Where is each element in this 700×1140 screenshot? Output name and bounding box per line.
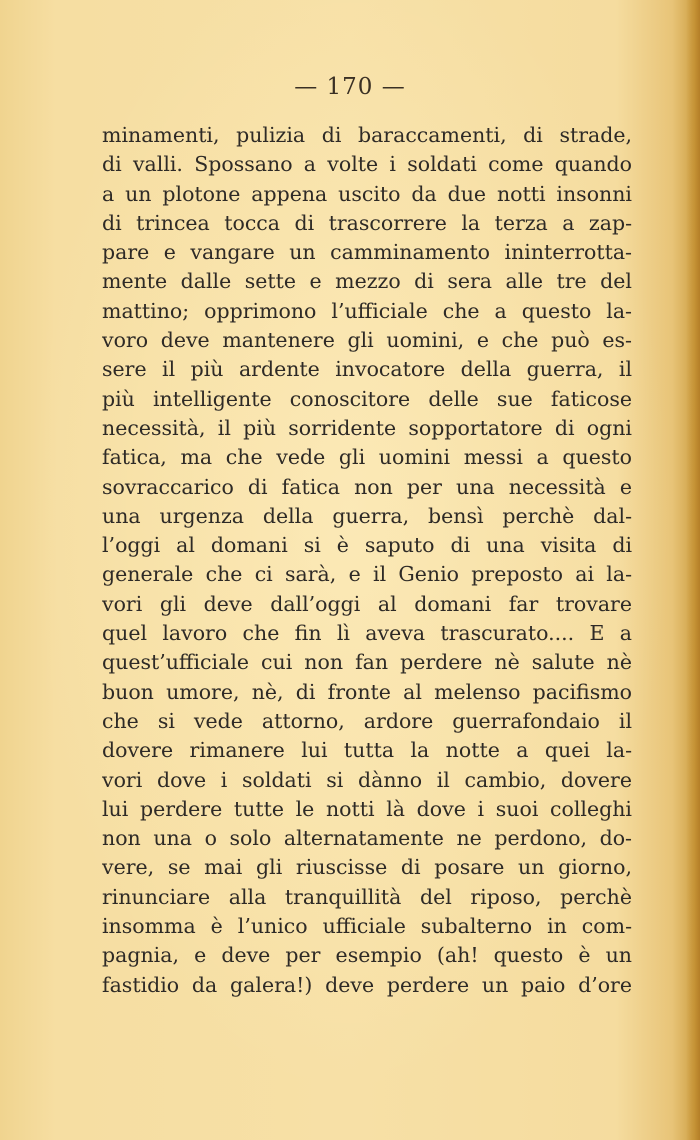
text-line: pagnia, e deve per esempio (ah! questo è un [102,943,632,968]
text-line: non una o solo alternatamente ne perdono, do- [102,826,632,851]
text-line: vori dove i soldati si dànno il cambio, dovere [102,767,632,792]
text-line: fastidio da galera!) deve perdere un paio d’ore [102,972,632,997]
text-line: necessità, il più sorridente sopportatore di ogni [102,415,632,440]
text-line: una urgenza della guerra, bensì perchè dal- [102,503,632,528]
text-line: più intelligente conoscitore delle sue faticose [102,386,632,411]
text-line: quel lavoro che fin lì aveva trascurato.... E a [102,621,632,646]
text-line: lui perdere tutte le notti là dove i suoi colleghi [102,796,632,821]
text-line: sere il più ardente invocatore della guerra, il [102,357,632,382]
body-text [102,121,632,1000]
text-line: rinunciare alla tranquillità del riposo, perchè [102,884,632,909]
text-line: pare e vangare un camminamento ininterrotta- [102,240,632,265]
text-line: buon umore, nè, di fronte al melenso pacifismo [102,679,632,704]
text-line: insomma è l’unico ufficiale subalterno in com- [102,914,632,939]
text-line: che si vede attorno, ardore guerrafondaio il [102,708,632,733]
text-line: fatica, ma che vede gli uomini messi a questo [102,445,632,470]
text-line: di valli. Spossano a volte i soldati come quando [102,152,632,177]
text-line: di trincea tocca di trascorrere la terza a zap- [102,210,632,235]
text-line: sovraccarico di fatica non per una necessità e [102,474,632,499]
text-line: voro deve mantenere gli uomini, e che può es- [102,328,632,353]
text-line: dovere rimanere lui tutta la notte a quei la- [102,738,632,763]
text-line: l’oggi al domani si è saputo di una visita di [102,533,632,558]
text-line: quest’ufficiale cui non fan perdere nè salute nè [102,650,632,675]
page-edge-shadow [686,0,700,1140]
text-line: vere, se mai gli riuscisse di posare un giorno, [102,855,632,880]
text-line: vori gli deve dall’oggi al domani far trovare [102,591,632,616]
text-line: generale che ci sarà, e il Genio preposto ai la- [102,562,632,587]
text-line: minamenti, pulizia di baraccamenti, di strade, [102,123,632,147]
text-line: a un plotone appena uscito da due notti insonni [102,181,632,206]
text-line: mente dalle sette e mezzo di sera alle tre del [102,269,632,294]
text-line: mattino; opprimono l’ufficiale che a questo la- [102,298,632,323]
page-number: — 170 — [294,74,406,100]
